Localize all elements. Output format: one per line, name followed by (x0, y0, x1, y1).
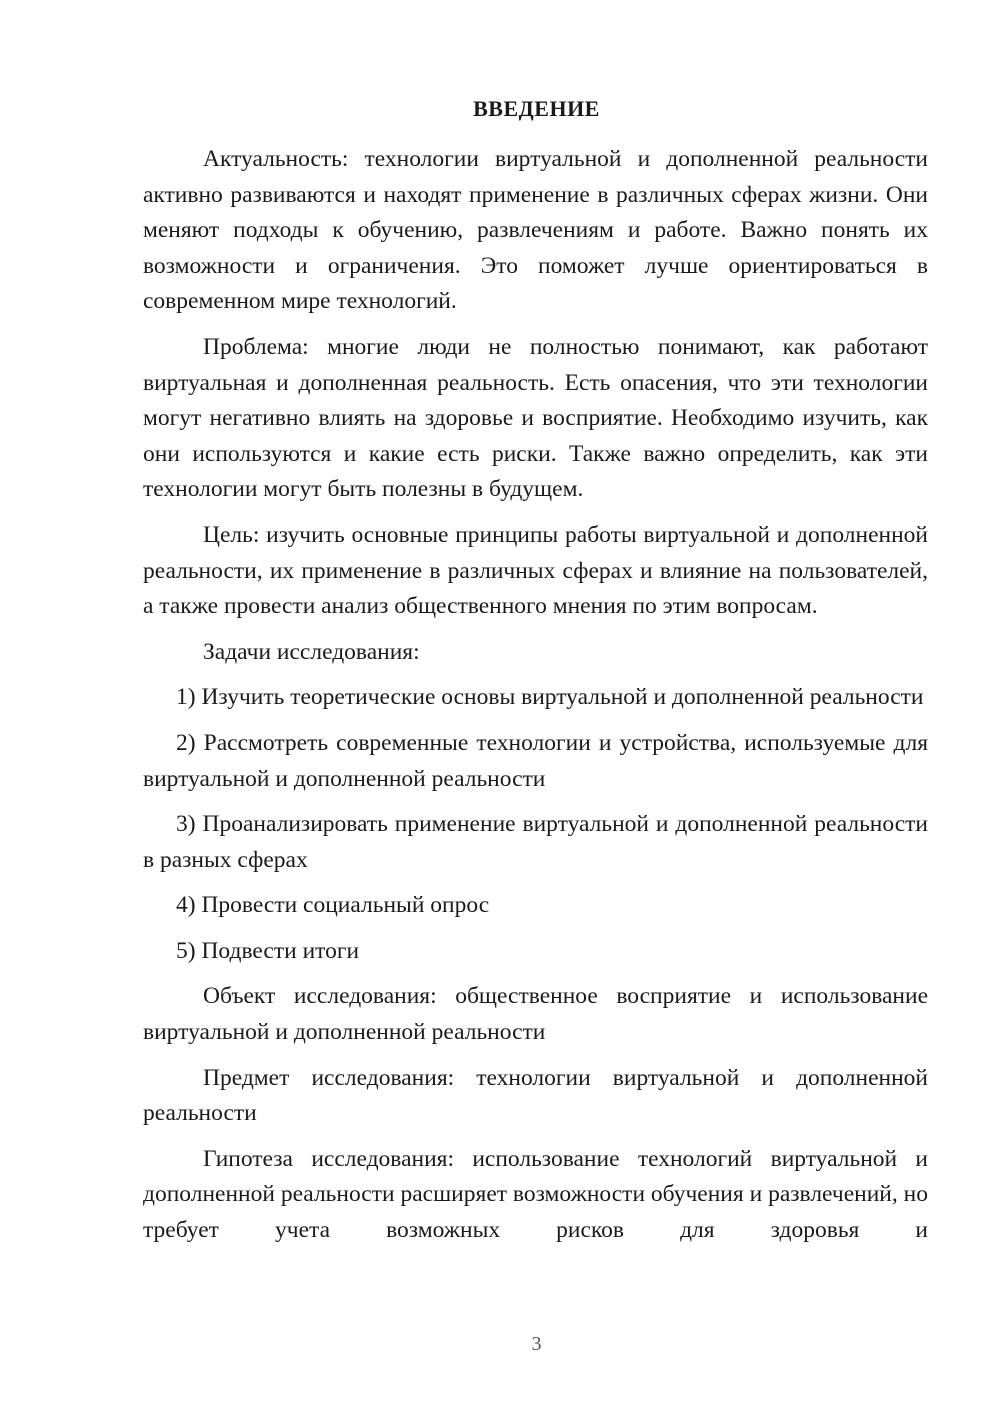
task-item: 3) Проанализировать применение виртуальной и дополненной реальности в разных сферах (143, 811, 928, 873)
document-body (143, 142, 928, 1259)
paragraph-goal: Цель: изучить основные принципы работы виртуальной и дополненной реальности, их применение в различных сферах и влияние на пользователей, а также провести анализ общественного мнения по этим вопросам. (143, 521, 928, 620)
task-item: 4) Провести социальный опрос (176, 892, 490, 919)
page-number: 3 (531, 1333, 542, 1355)
paragraph-object: Объект исследования: общественное восприятие и использование виртуальной и дополненной реальности (143, 983, 928, 1046)
task-item: 5) Подвести итоги (176, 937, 360, 964)
task-item: 1) Изучить теоретические основы виртуальной и дополненной реальности (176, 684, 924, 711)
paragraph-subject: Предмет исследования: технологии виртуальной и дополненной реальности (143, 1064, 928, 1127)
paragraph-problem: Проблема: многие люди не полностью понимают, как работают виртуальная и дополненная реальность. Есть опасения, что эти технологии могут негативно влиять на здоровье и восприятие. Необходимо изучить, как они используются и какие есть риски. Также важно определить, как эти технологии могут быть полезны в будущем. (143, 333, 928, 503)
section-title: ВВЕДЕНИЕ (473, 96, 600, 121)
task-item: 2) Рассмотреть современные технологии и устройства, используемые для виртуальной и дополненной реальности (143, 729, 928, 792)
paragraph-relevance: Актуальность: технологии виртуальной и дополненной реальности активно развиваются и находят применение в различных сферах жизни. Они меняют подходы к обучению, развлечениям и работе. Важно понять их возможности и ограничения. Это поможет лучше ориентироваться в современном мире технологий. (143, 146, 928, 315)
paragraph-hypothesis: Гипотеза исследования: использование технологий виртуальной и дополненной реальности расширяет возможности обучения и развлечений, но требует учета возможных рисков для здоровья и (143, 1145, 928, 1244)
paragraph-tasks-heading: Задачи исследования: (203, 638, 420, 665)
